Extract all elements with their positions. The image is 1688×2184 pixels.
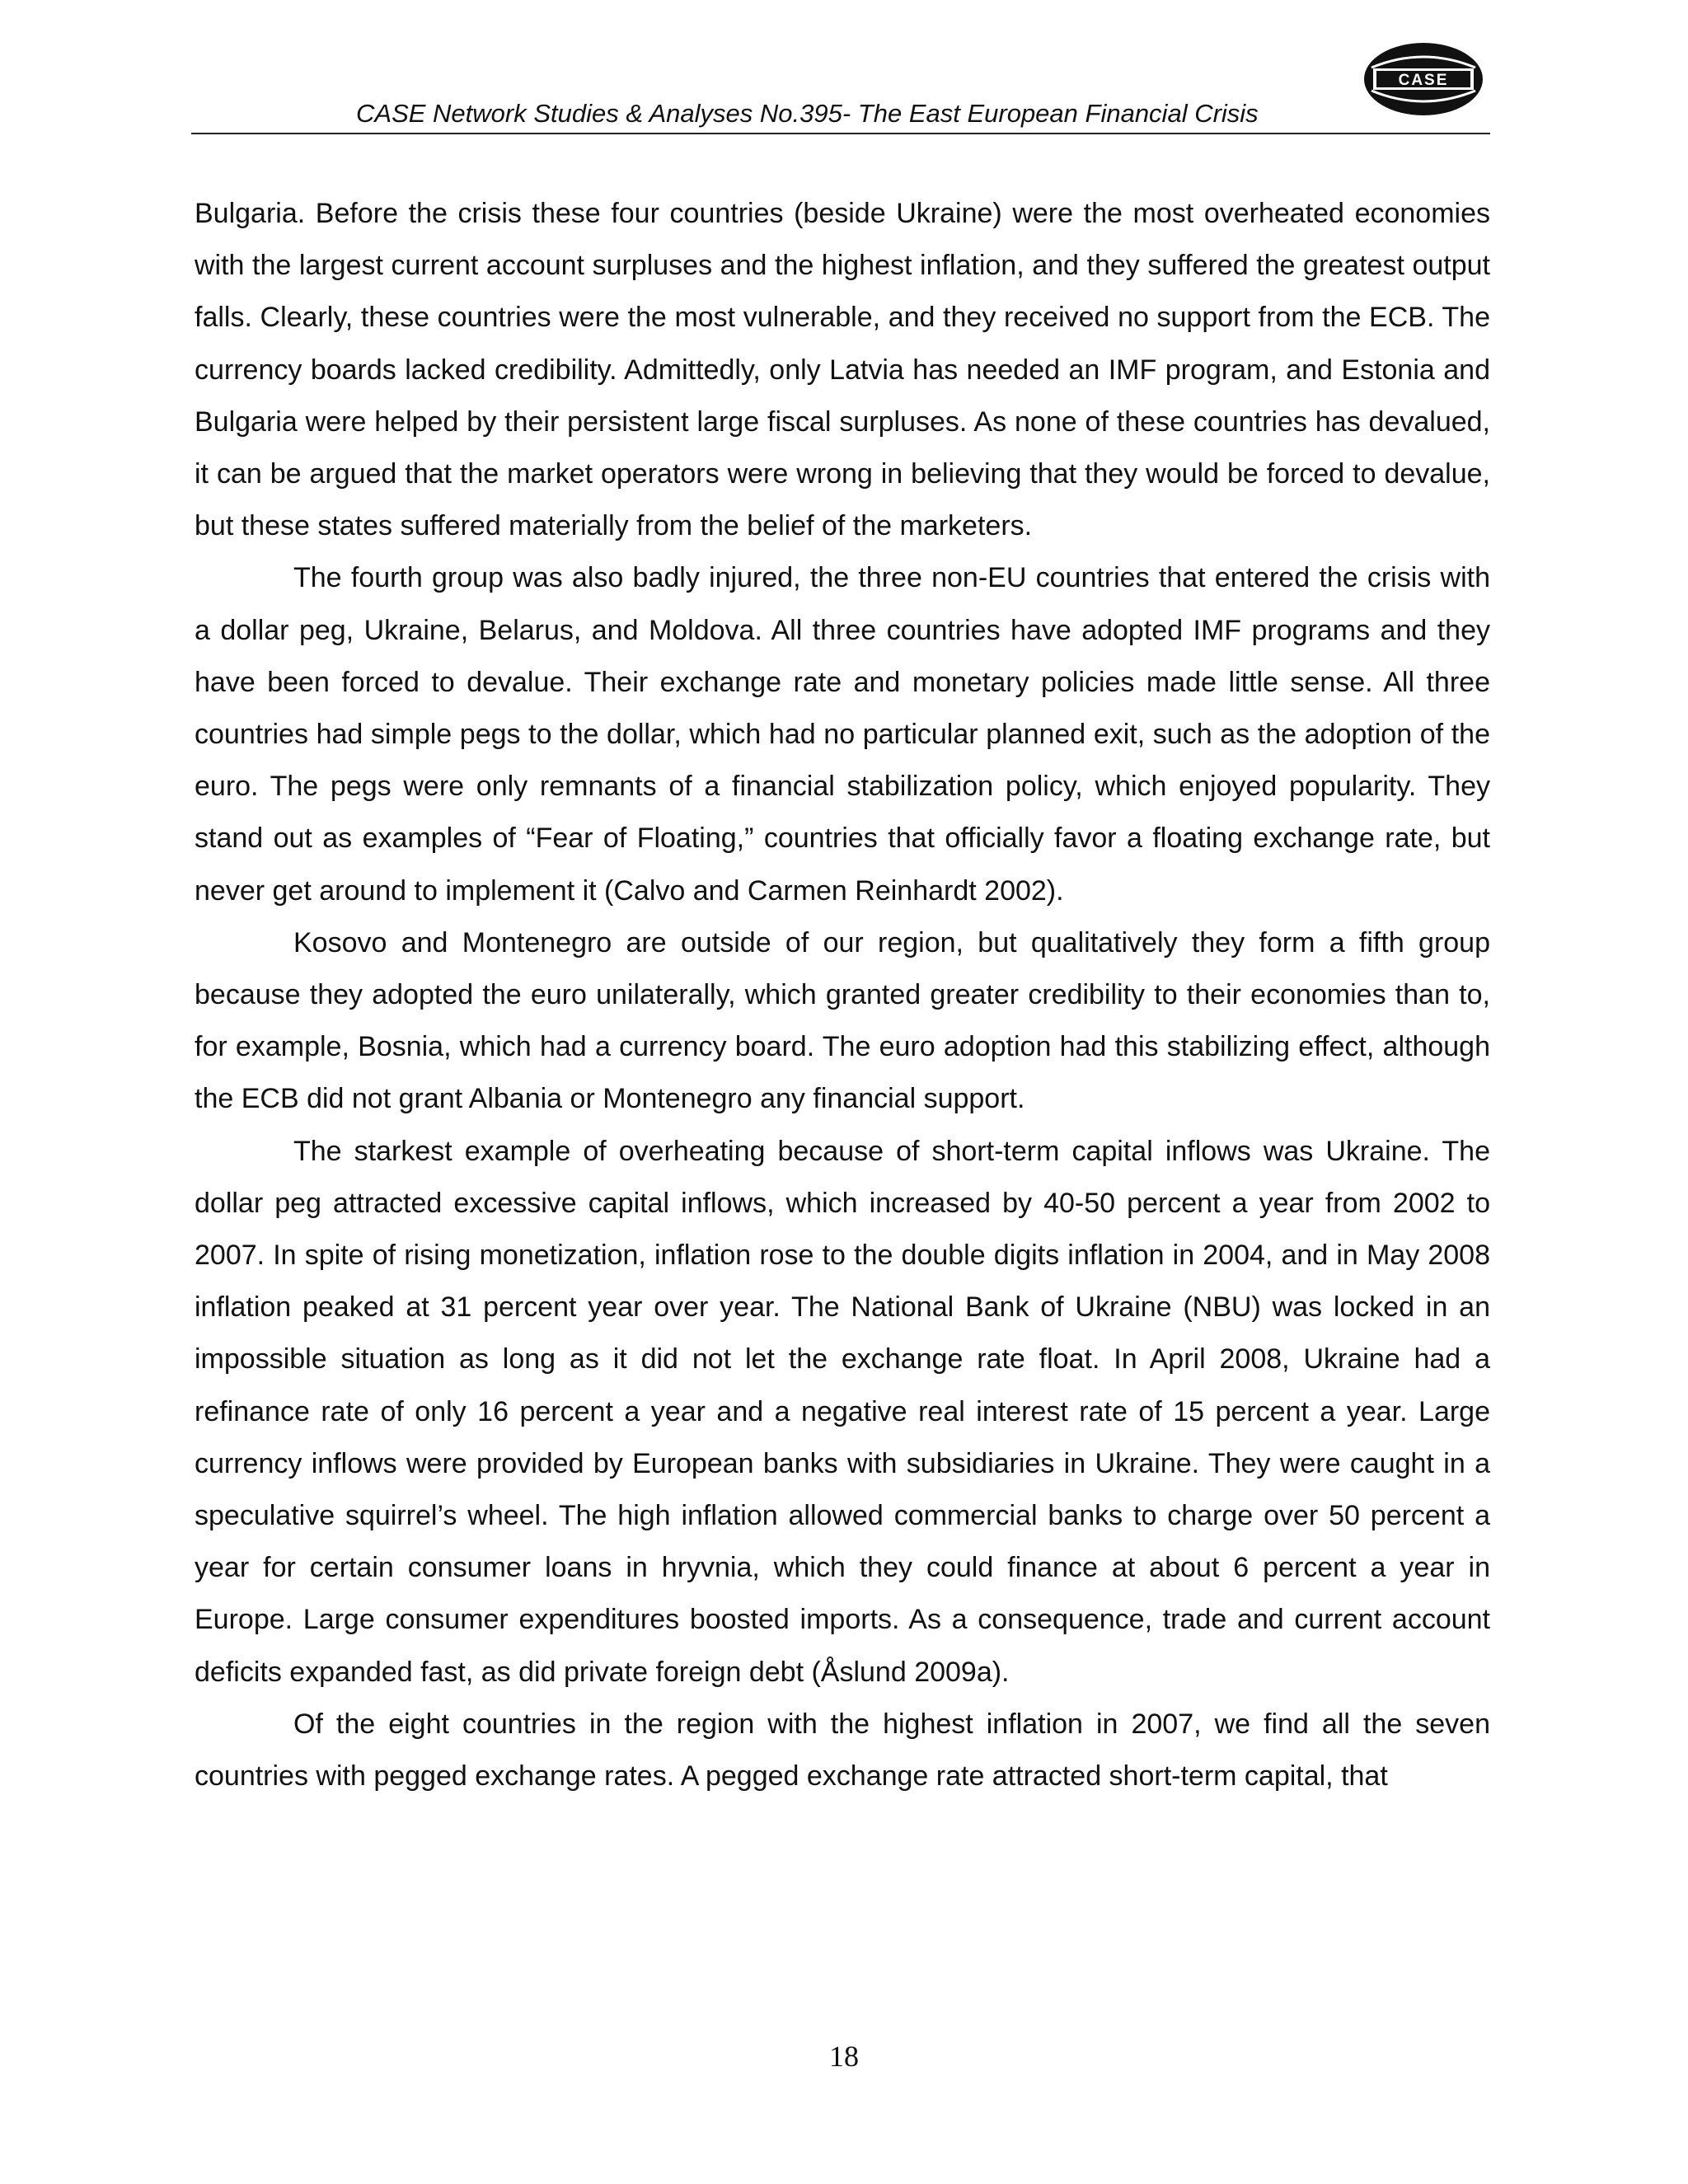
- page-number: 18: [829, 2040, 859, 2073]
- header-title: CASE Network Studies & Analyses No.395- The East European Financial Crisis: [356, 99, 1259, 128]
- body-text: [195, 188, 1490, 1802]
- paragraph: The starkest example of overheating because of short-term capital inflows was Ukraine. The dollar peg attracted excessive capital inflows, which increased by 40-50 percent a year from 2002 to 2007. In spite of rising monetization, inflation rose to the double digits inflation in 2004, and in May 2008 inflation peaked at 31 percent year over year. The National Bank of Ukraine (NBU) was locked in an impossible situation as long as it did not let the exchange rate float. In April 2008, Ukraine had a refinance rate of only 16 percent a year and a negative real interest rate of 15 percent a year. Large currency inflows were provided by European banks with subsidiaries in Ukraine. They were caught in a speculative squirrel’s wheel. The high inflation allowed commercial banks to charge over 50 percent a year for certain consumer loans in hryvnia, which they could finance at about 6 percent a year in Europe. Large consumer expenditures boosted imports. As a consequence, trade and current account deficits expanded fast, as did private foreign debt (Åslund 2009a).: [195, 1135, 1490, 1688]
- case-logo-icon: [1362, 41, 1485, 117]
- paragraph: Kosovo and Montenegro are outside of our region, but qualitatively they form a fifth group because they adopted the euro unilaterally, which granted greater credibility to their economies than to, for example, Bosnia, which had a currency board. The euro adoption had this stabilizing effect, although the ECB did not grant Albania or Montenegro any financial support.: [195, 926, 1490, 1115]
- paragraph: Of the eight countries in the region with the highest inflation in 2007, we find all the seven countries with pegged exchange rates. A pegged exchange rate attracted short-term capital, that: [195, 1708, 1490, 1793]
- paragraph: Bulgaria. Before the crisis these four countries (beside Ukraine) were the most overheated economies with the largest current account surpluses and the highest inflation, and they suffered the greatest output falls. Clearly, these countries were the most vulnerable, and they received no support from the ECB. The currency boards lacked credibility. Admittedly, only Latvia has needed an IMF program, and Estonia and Bulgaria were helped by their persistent large fiscal surpluses. As none of these countries has devalued, it can be argued that the market operators were wrong in believing that they would be forced to devalue, but these states suffered materially from the belief of the marketers.: [195, 198, 1490, 542]
- logo-text: CASE: [1398, 72, 1449, 89]
- header-rule: [191, 133, 1490, 134]
- paragraph: The fourth group was also badly injured, the three non-EU countries that entered the crisis with a dollar peg, Ukraine, Belarus, and Moldova. All three countries have adopted IMF programs and they have been forced to devalue. Their exchange rate and monetary policies made little sense. All three countries had simple pegs to the dollar, which had no particular planned exit, such as the adoption of the euro. The pegs were only remnants of a financial stabilization policy, which enjoyed popularity. They stand out as examples of “Fear of Floating,” countries that officially favor a floating exchange rate, but never get around to implement it (Calvo and Carmen Reinhardt 2002).: [195, 562, 1490, 907]
- page-header: [191, 41, 1490, 134]
